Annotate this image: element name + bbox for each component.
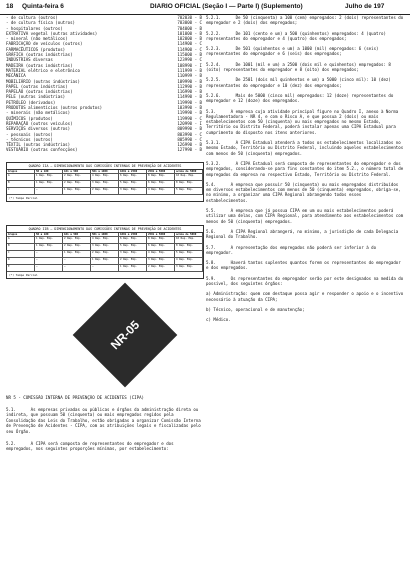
weekday: Quinta-feira 6 (22, 3, 64, 10)
table-cell: 1 Rep. Emp. (63, 188, 91, 195)
activity-label: QUÍMICOS (produtos) (6, 115, 53, 121)
activity-label: FARMACÊUTICOS (produtos) (6, 46, 66, 52)
activity-label: EXTRATIVA vegetal (outras atividades) (6, 30, 98, 36)
table-cell: 10 Rep. Emp. (175, 174, 203, 181)
table-cell: 1 Rep. Emp. (35, 237, 63, 244)
activity-code: 809990 - B (177, 126, 202, 132)
activity-label: - mineral (não metálicos) (6, 36, 68, 42)
table-header-cell: 101 a 500 (63, 233, 91, 237)
table-cell: 6 Rep. Emp. (119, 237, 147, 244)
table-cell: 6 Rep. Emp. (147, 244, 175, 251)
activity-code: 109990 - B (177, 78, 202, 84)
table-header-cell: acima de 5000 (175, 170, 203, 174)
table-cell: C (7, 188, 35, 195)
table-cell: 3 Rep. Emp. (119, 251, 147, 258)
table-header-cell: 501 a 1000 (91, 170, 119, 174)
paragraph: 5.9. Os representantes do empregador serão por este designados na medida do possível, dos seguintes órgãos: (206, 275, 406, 286)
activity-label: VESTUÁRIO (outras confecções) (6, 147, 78, 153)
table-quadro-iia (6, 162, 204, 202)
activity-code: 114900 - C (177, 41, 202, 47)
activity-code: 123990 - C (177, 57, 202, 63)
table-header-cell: Grupos (7, 170, 35, 174)
table-cell: 1 Rep. Emp. (63, 251, 91, 258)
paragraph: 5.2.6. Mais de 5000 (cinco mil) empregados: 12 (doze) representantes do empregador e 12 (doze) dos empregados. (206, 92, 396, 104)
activity-label: PRODUTOS alimentícios (outros produtos) (6, 105, 103, 111)
table-header-cell: acima de 5000 (175, 233, 203, 237)
activity-code: 111999 - B (177, 67, 202, 73)
table-cell: — (35, 188, 63, 195)
activity-code: 102000 - B (177, 36, 202, 42)
table-cell: — (35, 265, 63, 272)
activity-code: 108990 - I (177, 62, 202, 68)
table-cell: 2 Rep. Emp. (63, 174, 91, 181)
activity-code: 119990 - C (177, 115, 202, 121)
table-header-cell: 50 a 100 (35, 233, 63, 237)
table-note: (*) Tempo Parcial (9, 273, 38, 277)
paragraph: 5.3. A empresa cuja atividade principal figure no Quadro I, anexo à Norma Regulamentadora - NR 4, e com o Risco A, e que possua 2 (dois) ou mais estabelecimentos com 50 (cinquenta) ou mais empregados no mesmo Estado, Território ou Distrito Federal, poderá instalar apenas uma CIPA Estadual para cumprimento do disposto nos itens anteriores. (206, 108, 401, 135)
activity-code: 805990 - C (177, 136, 202, 142)
table-cell: 2 Rep. Emp. (147, 265, 175, 272)
table-cell: 1 Rep. Emp. (35, 244, 63, 251)
paragraph: 5.3.1. A CIPA Estadual atenderá a todos os estabelecimentos localizados no mesmo Estado, Território ou Distrito Federal, incluindo aqueles estabelecimentos com menos de 50 (cinquenta) empregados. (206, 140, 406, 156)
list-item (6, 147, 202, 152)
table-cell: 8 Rep. Emp. (147, 237, 175, 244)
paragraph: a) Administração: quem com destaque possa agir e responder o apoio e o incentivo necessário à atuação da CIPA; (206, 291, 406, 302)
table-cell: 1 Rep. Emp. (119, 265, 147, 272)
table-header-cell: 2501 a 5000 (147, 233, 175, 237)
activity-label: PAPELÃO (outras indústrias) (6, 89, 73, 95)
activity-code: 127990 - B (177, 147, 202, 153)
table-cell: 8 Rep. Emp. (175, 181, 203, 188)
activity-label: - técnicos (outros) (6, 136, 53, 142)
table-cell: — (35, 258, 63, 265)
paragraph-5-2: 5.2. A CIPA será composta de representantes do empregador e dos empregados, nos seguintes proporções mínimas, por estabelecimento: (6, 440, 177, 452)
activity-code: 114900 - C (177, 46, 202, 52)
paragraph: 5.2.4. De 1001 (mil e um) a 2500 (dois mil e quinhentos) empregados: 8 (oito) representantes do empregador e 8 (oito) dos empregados; (206, 61, 394, 73)
table-cell: 5 Rep. Emp. (119, 181, 147, 188)
table-cell: — (91, 265, 119, 272)
table-cell: 2 Rep. Emp. (91, 188, 119, 195)
table-cell: B (7, 244, 35, 251)
paragraph: 5.5. A empresa que já possua CIPA em um ou mais estabelecimentos poderá utilizar uma delas, com CIPA Regional, para atendimento aos estabelecimentos com menos de 50 (cinquenta) empregados. (206, 208, 406, 224)
paragraph: 5.4. A empresa que possuir 50 (cinquenta) ou mais empregados distribuídos em diversos estabelecimentos com menos de 50 (cinquenta) empregados, obriga-se, no mínimo, a organizar uma CIPA Regional abrangendo todos esses estabelecimentos. (206, 181, 404, 203)
table-cell: 3 Rep. Emp. (119, 188, 147, 195)
gazette-title: DIARIO OFICIAL (Seção I — Parte I) (Suplemento) (150, 3, 303, 10)
paragraph: 5.2.5. De 2501 (dois mil quinhentos e um) a 5000 (cinco mil): 10 (dez) representantes do empregador e 10 (dez) dos empregados; (206, 77, 394, 88)
table-cell: 3 Rep. Emp. (175, 265, 203, 272)
paragraph: 5.2.3. De 501 (quinhentos e um) a 1000 (mil) empregados: 6 (seis) representantes do empregador e 6 (seis) dos empregados; (206, 46, 381, 57)
paragraph-5-1: 5.1. As empresas privadas ou públicas e órgãos da administração direta ou indireta, que possuam 50 (cinquenta) ou mais empregados regidos pela Consolidação das Leis do Trabalho, estão obrigadas a organizar Comissão Interna de Prevenção de Acidentes - CIPA, com as atribuições legais e fiscalizadas pelo seu Órgão. (6, 406, 204, 434)
table-cell: 1 Rep. Emp. (35, 174, 63, 181)
table-cell: E (7, 265, 35, 272)
table-header-cell: 1001 a 2500 (119, 170, 147, 174)
table-cell: 6 Rep. Emp. (119, 174, 147, 181)
table-cell: 1 Rep. Emp. (91, 258, 119, 265)
table-cell: 3 Rep. Emp. (91, 181, 119, 188)
activity-label: PELE (outras indústrias) (6, 94, 66, 100)
table-cell: 5 Rep. Emp. (175, 188, 203, 195)
paragraph: 5.7. A representação dos empregados não poderá ser inferior à do empregador. (206, 244, 379, 255)
table-cell: 8 Rep. Emp. (175, 244, 203, 251)
section-heading: NR 5 - COMISSÃO INTERNA DE PREVENÇÃO DE ACIDENTES (CIPA) (6, 395, 145, 400)
activity-label: INDÚSTRIAS diversas (6, 57, 53, 63)
table-cell: 2 Rep. Emp. (63, 244, 91, 251)
activity-label: - de cultura (outros) (6, 15, 58, 20)
table-cell: — (63, 265, 91, 272)
paragraph: 5.6. A CIPA Regional abrangerá, no mínimo, a jurisdição de cada Delegacia Regional do Trabalho. (206, 228, 401, 240)
activity-label: PAPEL (outras indústrias) (6, 83, 68, 89)
table-cell: 2 Rep. Emp. (63, 237, 91, 244)
activity-code-list (6, 15, 202, 153)
activity-code: 114990 - B (177, 94, 202, 100)
table-cell: 3 Rep. Emp. (91, 244, 119, 251)
paragraph: 5.3.2. A CIPA Estadual será composta de representantes do empregador e dos empregados, considerando-se para fins constantes do item 5.2., o número total de empregados da empresa no respectivo Estado, Território ou Distrito Federal. (206, 160, 406, 177)
activity-code: 702030 - B (177, 15, 202, 20)
table-cell: A (7, 174, 35, 181)
table-cell: 3 Rep. Emp. (147, 258, 175, 265)
activity-label: FABRICAÇÃO de veículos (outros) (6, 41, 83, 47)
table-cell: 4 Rep. Emp. (91, 237, 119, 244)
activity-label: MECÂNICA (6, 73, 26, 79)
table-cell: 8 Rep. Emp. (147, 174, 175, 181)
table-header-cell: 1001 a 2500 (119, 233, 147, 237)
paragraph: 5.2.1. De 50 (cinquenta) a 100 (cem) empregados: 2 (dois) representantes do empregador e 2 (dois) dos empregados; (206, 15, 406, 26)
issue-date: Julho de 197 (345, 3, 385, 10)
table-cell: 6 Rep. Emp. (147, 181, 175, 188)
activity-code: 103990 - B (177, 105, 202, 111)
page-number: 18 (6, 3, 14, 10)
activity-label: - pessoais (outros) (6, 131, 53, 137)
activity-label: - de cultura física (outros) (6, 20, 76, 26)
activity-code: 115000 - B (177, 52, 202, 58)
table-caption: QUADRO IIA — DIMENSIONAMENTO DAS COMISSÕES INTERNAS DE PREVENÇÃO DE ACIDENTES (7, 163, 203, 170)
table-cell: 2 Rep. Emp. (63, 181, 91, 188)
table-header-cell: 2501 a 5000 (147, 170, 175, 174)
paragraph: 5.2.2. De 101 (cento e um) a 500 (quinhentos) empregados: 4 (quatro) representantes do empregador e 4 (quatro) dos empregados; (206, 30, 389, 41)
activity-code: 119990 - B (177, 99, 202, 105)
page-header (0, 0, 410, 15)
table-cell: — (63, 258, 91, 265)
activity-code: 126990 - B (177, 142, 202, 148)
table-note: (*) Tempo Parcial (9, 196, 38, 200)
table-cell: 4 Rep. Emp. (147, 188, 175, 195)
paragraph: 5.8. Haverá tantos suplentes quantos forem os representantes do empregador e dos empregados. (206, 260, 404, 271)
activity-label: REPARAÇÃO (outros veículos) (6, 120, 73, 126)
table-quadro-iib (6, 225, 204, 279)
table-header-cell: 501 a 1000 (91, 233, 119, 237)
activity-label: TÊXTIL (outras indústrias) (6, 142, 71, 148)
activity-label: MADEIRA (outras indústrias) (6, 62, 73, 68)
table-cell: 5 Rep. Emp. (175, 251, 203, 258)
table-cell: 10 Rep. Emp. (175, 237, 203, 244)
table-cell: 2 Rep. Emp. (119, 258, 147, 265)
table-cell: — (35, 251, 63, 258)
activity-code: 101000 - B (177, 30, 202, 36)
table-grid (7, 170, 203, 195)
nr-05-stamp: NR-05 (73, 283, 178, 388)
table-cell: B (7, 181, 35, 188)
activity-code: 110999 - B (177, 73, 202, 79)
table-cell: 5 Rep. Emp. (119, 244, 147, 251)
activity-code: 704000 - B (177, 25, 202, 31)
activity-label: GRÁFICA (outras indústrias) (6, 52, 73, 58)
table-cell: C (7, 251, 35, 258)
table-cell: 4 Rep. Emp. (147, 251, 175, 258)
activity-code: 803990 - C (177, 131, 202, 137)
activity-code: 119990 - B (177, 110, 202, 116)
activity-label: - minerais (não metálicos) (6, 110, 71, 116)
activity-label: PETRÓLEO (derivados) (6, 99, 56, 105)
table-caption: QUADRO IIB — DIMENSIONAMENTO DAS COMISSÕES INTERNAS DE PREVENÇÃO DE ACIDENTES (7, 226, 203, 233)
activity-label: MATERIAL elétrico e eletrônico (6, 67, 80, 73)
right-column-text (206, 15, 404, 327)
nr5-section-text (6, 395, 202, 454)
paragraph: b) Técnico, operacional e de manutenção; (206, 306, 305, 312)
activity-code: 703000 - C (177, 20, 202, 26)
activity-label: MOBILIÁRIO (outras indústrias) (6, 78, 80, 84)
table-cell: A (7, 237, 35, 244)
activity-label: SERVIÇOS diversos (outros) (6, 126, 71, 132)
table-header-cell: Grupos (7, 233, 35, 237)
table-cell: D (7, 258, 35, 265)
table-cell: 4 Rep. Emp. (175, 258, 203, 265)
table-cell: 2 Rep. Emp. (91, 251, 119, 258)
table-cell: 1 Rep. Emp. (35, 181, 63, 188)
table-cell: 4 Rep. Emp. (91, 174, 119, 181)
table-header-cell: 50 a 100 (35, 170, 63, 174)
activity-code: 116990 - B (177, 89, 202, 95)
activity-code: 112990 - B (177, 83, 202, 89)
paragraph: c) Médico. (206, 317, 231, 323)
table-header-cell: 101 a 500 (63, 170, 91, 174)
table-grid (7, 233, 203, 272)
activity-code: 120990 - I (177, 120, 202, 126)
activity-label: - hospitalares (outros) (6, 25, 63, 31)
